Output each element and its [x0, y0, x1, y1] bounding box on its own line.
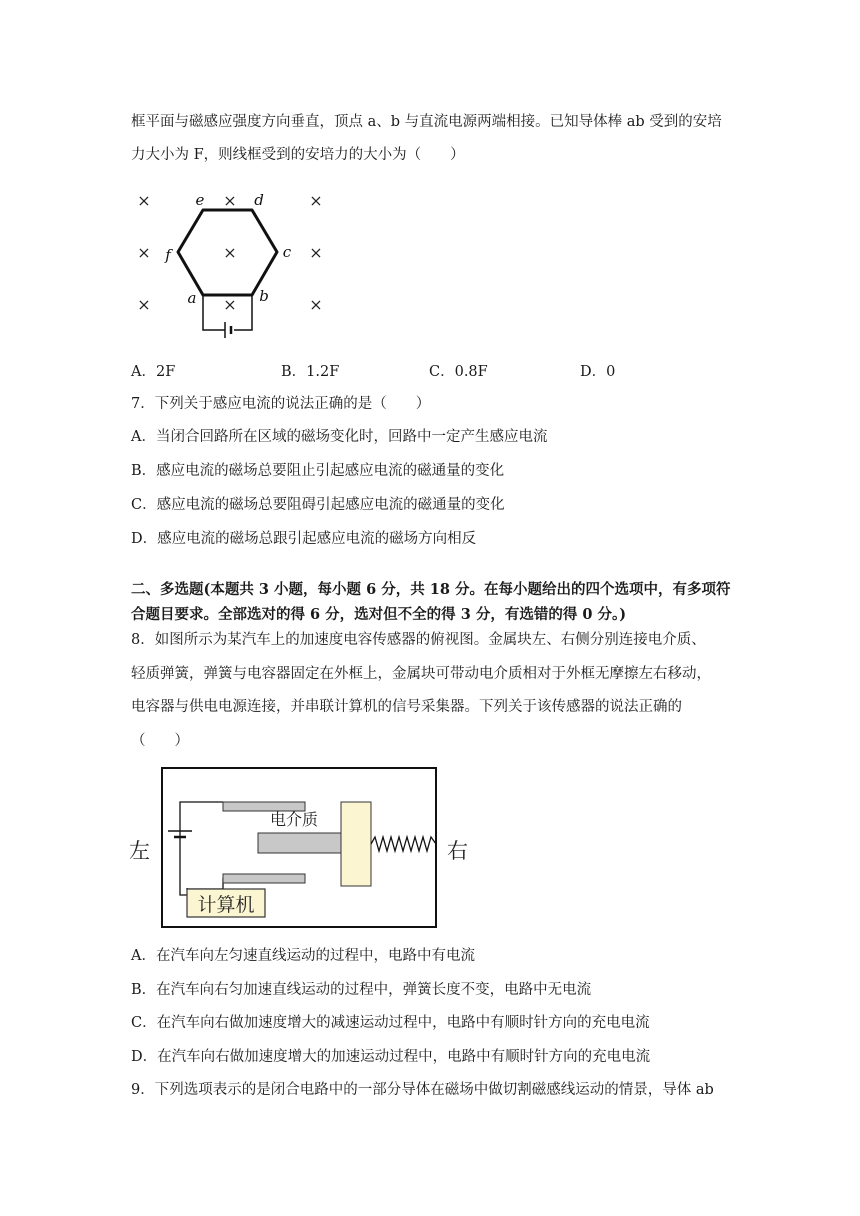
q7-stem: 7．下列关于感应电流的说法正确的是（ ） — [131, 396, 431, 412]
field-mark: × — [223, 243, 237, 262]
capacitor-plate-bottom — [223, 874, 305, 883]
circuit-wire — [180, 882, 187, 895]
spring — [371, 837, 436, 851]
q8-sensor-figure — [125, 760, 485, 935]
q7-option-d: D．感应电流的磁场总跟引起感应电流的磁场方向相反 — [131, 531, 477, 547]
section2-heading-line2: 合题目要求。全部选对的得 6 分，选对但不全的得 3 分，有选错的得 0 分。) — [131, 606, 627, 623]
q7-option-a: A．当闭合回路所在区域的磁场变化时，回路中一定产生感应电流 — [131, 429, 548, 445]
field-mark: × — [223, 295, 237, 314]
metal-block — [341, 802, 371, 886]
q6-stem-line1: 框平面与磁感应强度方向垂直，顶点 a、b 与直流电源两端相接。已知导体棒 ab 受到的安培 — [131, 114, 722, 130]
field-mark: × — [137, 295, 151, 314]
section2-heading-line1: 二、多选题(本题共 3 小题，每小题 6 分，共 18 分。在每小题给出的四个选项中，有多项符 — [131, 581, 731, 598]
q7-option-c: C．感应电流的磁场总要阻碍引起感应电流的磁通量的变化 — [131, 497, 505, 513]
dielectric-slab — [258, 833, 341, 853]
circuit-wire — [187, 878, 223, 889]
q6-option-c: C．0.8F — [429, 364, 488, 380]
q8-stem-line4: （ ） — [131, 733, 189, 749]
vertex-label-d: d — [254, 191, 264, 209]
q6-option-d: D．0 — [580, 364, 616, 380]
field-mark: × — [309, 243, 323, 262]
label-right: 右 — [447, 839, 468, 863]
vertex-label-a: a — [187, 289, 197, 307]
q8-option-d: D．在汽车向右做加速度增大的加速运动过程中，电路中有顺时针方向的充电电流 — [131, 1049, 651, 1065]
q8-stem-line2: 轻质弹簧，弹簧与电容器固定在外框上，金属块可带动电介质相对于外框无摩擦左右移动， — [131, 666, 711, 682]
field-mark: × — [309, 295, 323, 314]
q9-stem-line1: 9．下列选项表示的是闭合电路中的一部分导体在磁场中做切割磁感线运动的情景，导体 ab — [131, 1082, 714, 1098]
q6-hexagon-figure — [130, 190, 340, 340]
q8-stem-line1: 8．如图所示为某汽车上的加速度电容传感器的俯视图。金属块左、右侧分别连接电介质、 — [131, 632, 706, 648]
vertex-label-b: b — [259, 287, 269, 305]
field-mark: × — [137, 191, 151, 210]
field-mark: × — [223, 191, 237, 210]
q8-stem-line3: 电容器与供电电源连接，并串联计算机的信号采集器。下列关于该传感器的说法正确的 — [131, 699, 682, 715]
q8-option-c: C．在汽车向右做加速度增大的减速运动过程中，电路中有顺时针方向的充电电流 — [131, 1015, 650, 1031]
battery-wire — [203, 295, 225, 330]
q7-option-b: B．感应电流的磁场总要阻止引起感应电流的磁通量的变化 — [131, 463, 505, 479]
computer-label: 计算机 — [197, 894, 255, 916]
field-mark: × — [137, 243, 151, 262]
q6-option-a: A．2F — [131, 364, 176, 380]
field-mark: × — [309, 191, 323, 210]
q8-option-a: A．在汽车向左匀速直线运动的过程中，电路中有电流 — [131, 948, 475, 964]
q6-stem-line2: 力大小为 F，则线框受到的安培力的大小为（ ） — [131, 147, 465, 163]
dielectric-label: 电介质 — [270, 810, 319, 829]
label-left: 左 — [129, 839, 150, 863]
q6-option-b: B．1.2F — [281, 364, 340, 380]
vertex-label-e: e — [195, 191, 205, 209]
q8-option-b: B．在汽车向右匀加速直线运动的过程中，弹簧长度不变，电路中无电流 — [131, 982, 592, 998]
vertex-label-f: f — [165, 246, 171, 264]
circuit-wire — [180, 802, 223, 882]
vertex-label-c: c — [282, 243, 292, 261]
q6-options — [131, 360, 731, 380]
